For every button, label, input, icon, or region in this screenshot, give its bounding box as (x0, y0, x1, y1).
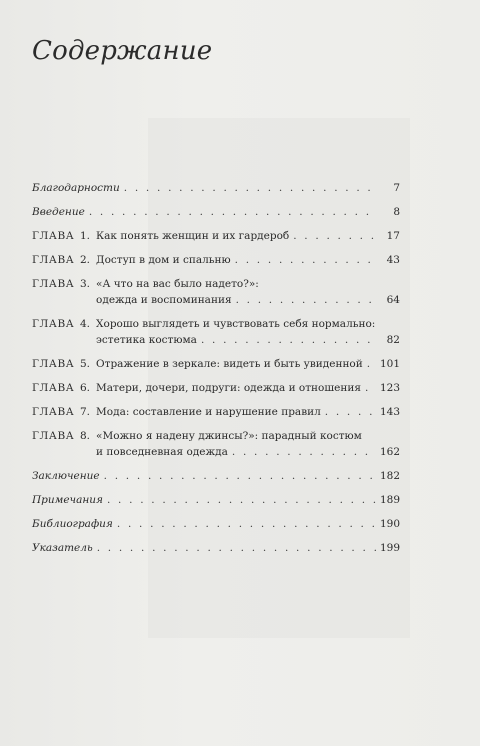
toc-page-number: 190 (379, 518, 400, 530)
leader-dots (104, 468, 376, 484)
leader-dots (201, 332, 376, 348)
chapter-title: Хорошо выглядеть и чувствовать себя нормально: (96, 318, 376, 330)
toc-entry-chapter-8[interactable] (32, 428, 400, 460)
chapter-number: 4. (80, 318, 91, 330)
toc-page-number: 64 (386, 294, 400, 306)
chapter-title: Как понять женщин и их гардероб (96, 230, 290, 242)
toc-entry-label: Указатель (32, 542, 93, 554)
chapter-title: Доступ в дом и спальню (96, 254, 231, 266)
toc-page-number: 43 (386, 254, 400, 266)
toc-entry-introduction[interactable] (32, 204, 400, 220)
leader-dots (325, 404, 376, 420)
chapter-prefix: ГЛАВА (32, 254, 75, 266)
toc-page-number: 162 (379, 446, 400, 458)
leader-dots (367, 356, 376, 372)
toc-entry-chapter-6[interactable] (32, 380, 400, 396)
toc-entry-notes[interactable] (32, 492, 400, 508)
chapter-number: 1. (80, 230, 91, 242)
leader-dots (365, 380, 376, 396)
chapter-title-continued: и повседневная одежда (96, 446, 228, 458)
toc-entry-index[interactable] (32, 540, 400, 556)
toc-entry-acknowledgements[interactable] (32, 180, 400, 196)
chapter-prefix: ГЛАВА (32, 382, 75, 394)
toc-entry-bibliography[interactable] (32, 516, 400, 532)
leader-dots (89, 204, 376, 220)
leader-dots (117, 516, 376, 532)
chapter-title-continued: одежда и воспоминания (96, 294, 232, 306)
chapter-title: Мода: составление и нарушение правил (96, 406, 321, 418)
toc-entry-label: Заключение (32, 470, 100, 482)
toc-entry-chapter-2[interactable] (32, 252, 400, 268)
chapter-number: 2. (80, 254, 91, 266)
toc-entry-label: Введение (32, 206, 85, 218)
toc-page-number: 123 (379, 382, 400, 394)
toc-page-number: 199 (379, 542, 400, 554)
toc-entry-label: Примечания (32, 494, 103, 506)
page-title: Содержание (32, 36, 213, 66)
chapter-prefix: ГЛАВА (32, 230, 75, 242)
leader-dots (107, 492, 376, 508)
leader-dots (293, 228, 376, 244)
leader-dots (97, 540, 376, 556)
leader-dots (232, 444, 376, 460)
chapter-number: 7. (80, 406, 91, 418)
toc-entry-chapter-7[interactable] (32, 404, 400, 420)
table-of-contents (32, 180, 400, 564)
toc-page-number: 7 (393, 182, 400, 194)
toc-page-number: 101 (379, 358, 400, 370)
chapter-title: Отражение в зеркале: видеть и быть увиденной (96, 358, 363, 370)
toc-page-number: 82 (386, 334, 400, 346)
chapter-prefix: ГЛАВА (32, 406, 75, 418)
toc-entry-chapter-4[interactable] (32, 316, 400, 348)
leader-dots (124, 180, 376, 196)
toc-page-number: 143 (379, 406, 400, 418)
toc-entry-label: Библиография (32, 518, 113, 530)
chapter-prefix: ГЛАВА (32, 278, 75, 290)
toc-entry-chapter-1[interactable] (32, 228, 400, 244)
chapter-prefix: ГЛАВА (32, 430, 75, 442)
toc-entry-chapter-5[interactable] (32, 356, 400, 372)
leader-dots (236, 292, 376, 308)
toc-page-number: 182 (379, 470, 400, 482)
chapter-title: «А что на вас было надето?»: (96, 278, 259, 290)
chapter-title: «Можно я надену джинсы?»: парадный костюм (96, 430, 362, 442)
chapter-number: 5. (80, 358, 91, 370)
chapter-number: 6. (80, 382, 91, 394)
chapter-number: 8. (80, 430, 91, 442)
toc-page-number: 8 (393, 206, 400, 218)
chapter-title-continued: эстетика костюма (96, 334, 197, 346)
leader-dots (235, 252, 376, 268)
toc-entry-label: Благодарности (32, 182, 120, 194)
toc-entry-conclusion[interactable] (32, 468, 400, 484)
chapter-prefix: ГЛАВА (32, 358, 75, 370)
toc-entry-chapter-3[interactable] (32, 276, 400, 308)
chapter-prefix: ГЛАВА (32, 318, 75, 330)
toc-page-number: 17 (386, 230, 400, 242)
toc-page-number: 189 (379, 494, 400, 506)
chapter-number: 3. (80, 278, 91, 290)
chapter-title: Матери, дочери, подруги: одежда и отношения (96, 382, 361, 394)
